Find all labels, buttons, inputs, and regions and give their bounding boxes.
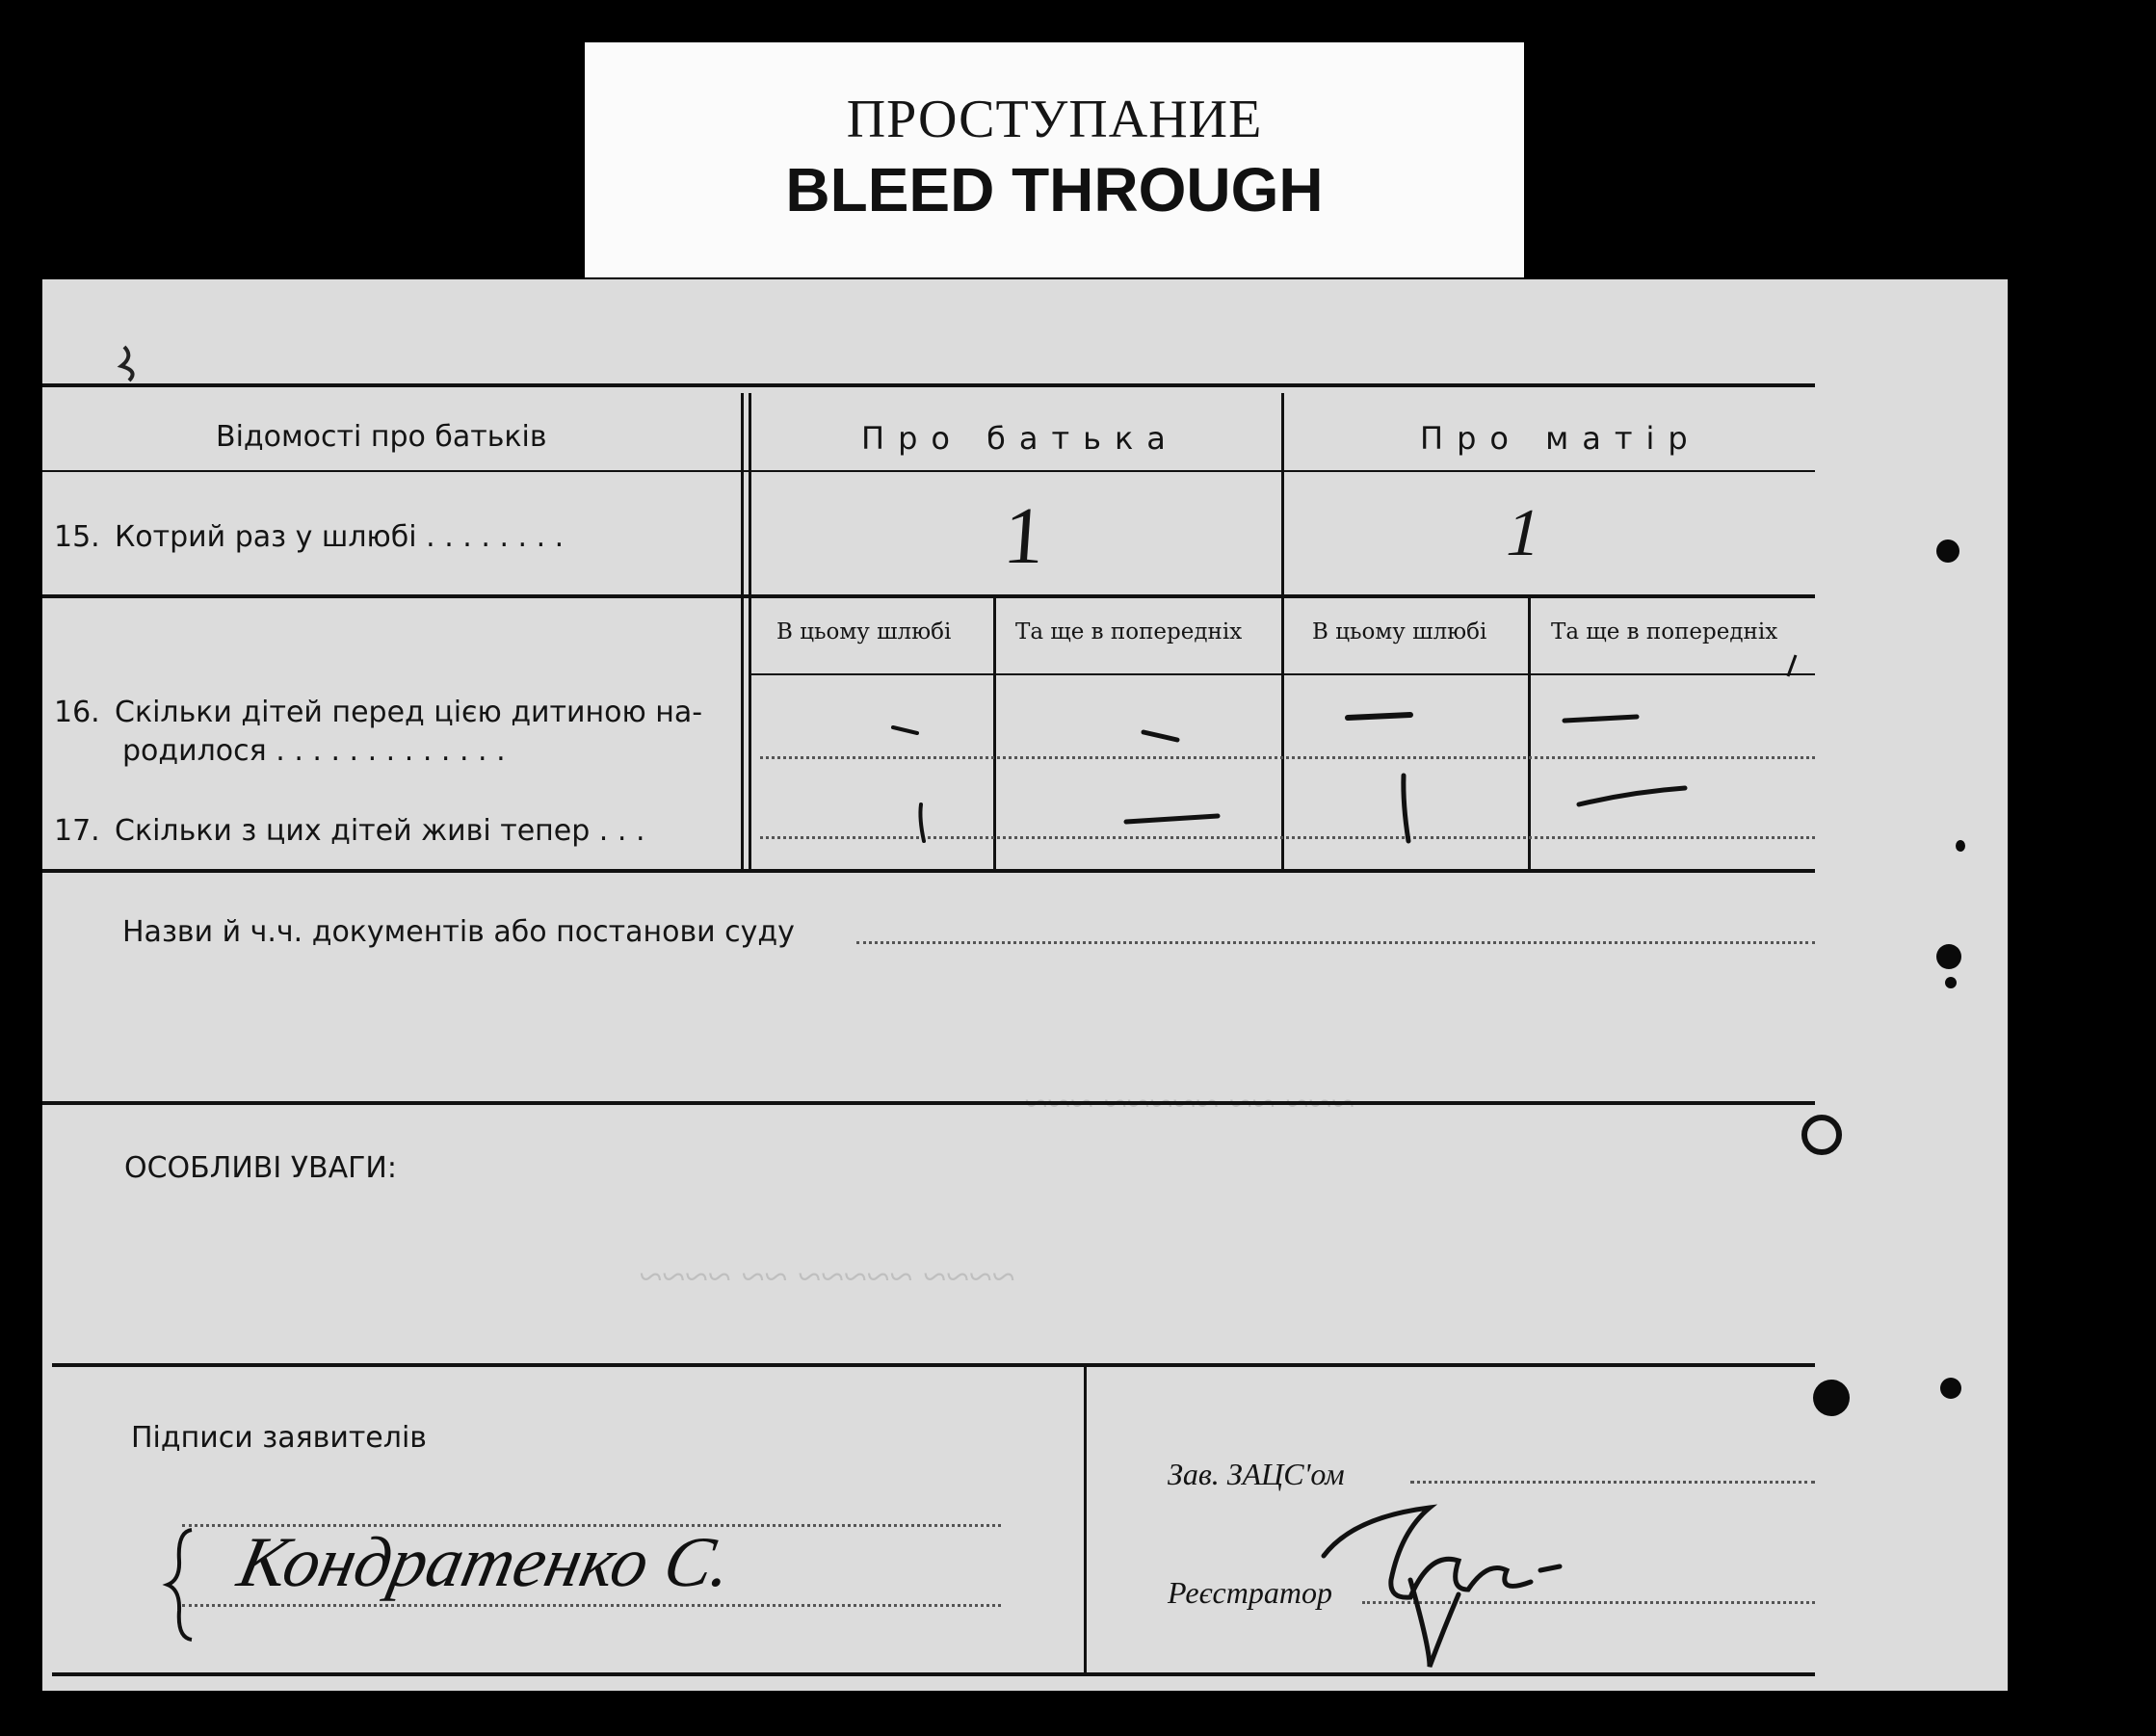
- bleed-label-english: BLEED THROUGH: [785, 155, 1324, 224]
- bleed-through-ghost-text: ~~~~ ~~~~~ ~~ ~~~~: [640, 1253, 1016, 1301]
- stray-mark: [1788, 655, 1796, 676]
- q17-mother-this-value: [1404, 776, 1408, 841]
- q15-father-value: 1: [1000, 491, 1048, 581]
- q17-father-this-value: [920, 804, 924, 841]
- q17-label: Скільки з цих дітей живі тепер . . .: [115, 814, 645, 848]
- registry-head-label: Зав. ЗАЦС'ом: [1168, 1457, 1345, 1491]
- q16-label-line2: родилося . . . . . . . . . . . . .: [122, 734, 506, 768]
- bleed-label-russian: ПРОСТУПАНИЕ: [846, 90, 1263, 149]
- q15-mother-value: 1: [1498, 496, 1549, 570]
- q15-number: 15.: [54, 520, 100, 554]
- q17-number: 17.: [54, 814, 100, 848]
- registrar-label: Реєстратор: [1168, 1575, 1332, 1610]
- q17-mother-prev-dash: [1579, 788, 1685, 804]
- q16-father-prev-dash: [1144, 732, 1177, 740]
- father-this-marriage-header: В цьому шлюбі: [776, 619, 952, 644]
- mother-previous-header: Та ще в попередніх: [1551, 619, 1778, 644]
- mother-this-marriage-header: В цьому шлюбі: [1312, 619, 1487, 644]
- handwritten-table-marks: [42, 279, 2008, 1691]
- punch-hole-small: [1956, 840, 1965, 852]
- signature-brace: [168, 1530, 192, 1640]
- punch-hole-ring: [1801, 1115, 1842, 1155]
- punch-hole-small: [1945, 977, 1957, 988]
- q17-father-prev-dash: [1126, 816, 1218, 822]
- q16-number: 16.: [54, 696, 100, 729]
- q16-label-line1: Скільки дітей перед цією дитиною на-: [115, 696, 703, 729]
- documents-label: Назви й ч.ч. документів або постанови суду: [122, 915, 795, 949]
- q16-mother-this-dash: [1348, 715, 1410, 718]
- father-column-header: Про батька: [861, 420, 1179, 457]
- q15-label: Котрий раз у шлюбі . . . . . . . .: [115, 520, 565, 554]
- punch-hole: [1936, 944, 1961, 969]
- special-remarks-label: ОСОБЛИВІ УВАГИ:: [124, 1151, 397, 1185]
- punch-hole: [1936, 539, 1959, 563]
- q16-mother-prev-dash: [1564, 717, 1637, 721]
- bleed-through-label-card: [585, 42, 1524, 277]
- corner-ink-mark: [121, 347, 133, 381]
- punch-hole: [1813, 1380, 1850, 1416]
- father-previous-header: Та ще в попередніх: [1015, 619, 1243, 644]
- registrar-signature: [1324, 1508, 1560, 1667]
- bleed-through-ghost-text: ~~~ ~~ ~~~~~ ~~~: [1025, 1080, 1355, 1127]
- punch-hole: [1940, 1378, 1961, 1399]
- parents-info-header: Відомості про батьків: [216, 420, 547, 454]
- applicant-signature: Кондратенко С.: [231, 1523, 740, 1602]
- form-sheet: [42, 279, 2008, 1691]
- mother-column-header: Про матір: [1420, 420, 1701, 457]
- q16-father-this-dash: [893, 727, 917, 733]
- applicants-signatures-label: Підписи заявителів: [131, 1421, 427, 1455]
